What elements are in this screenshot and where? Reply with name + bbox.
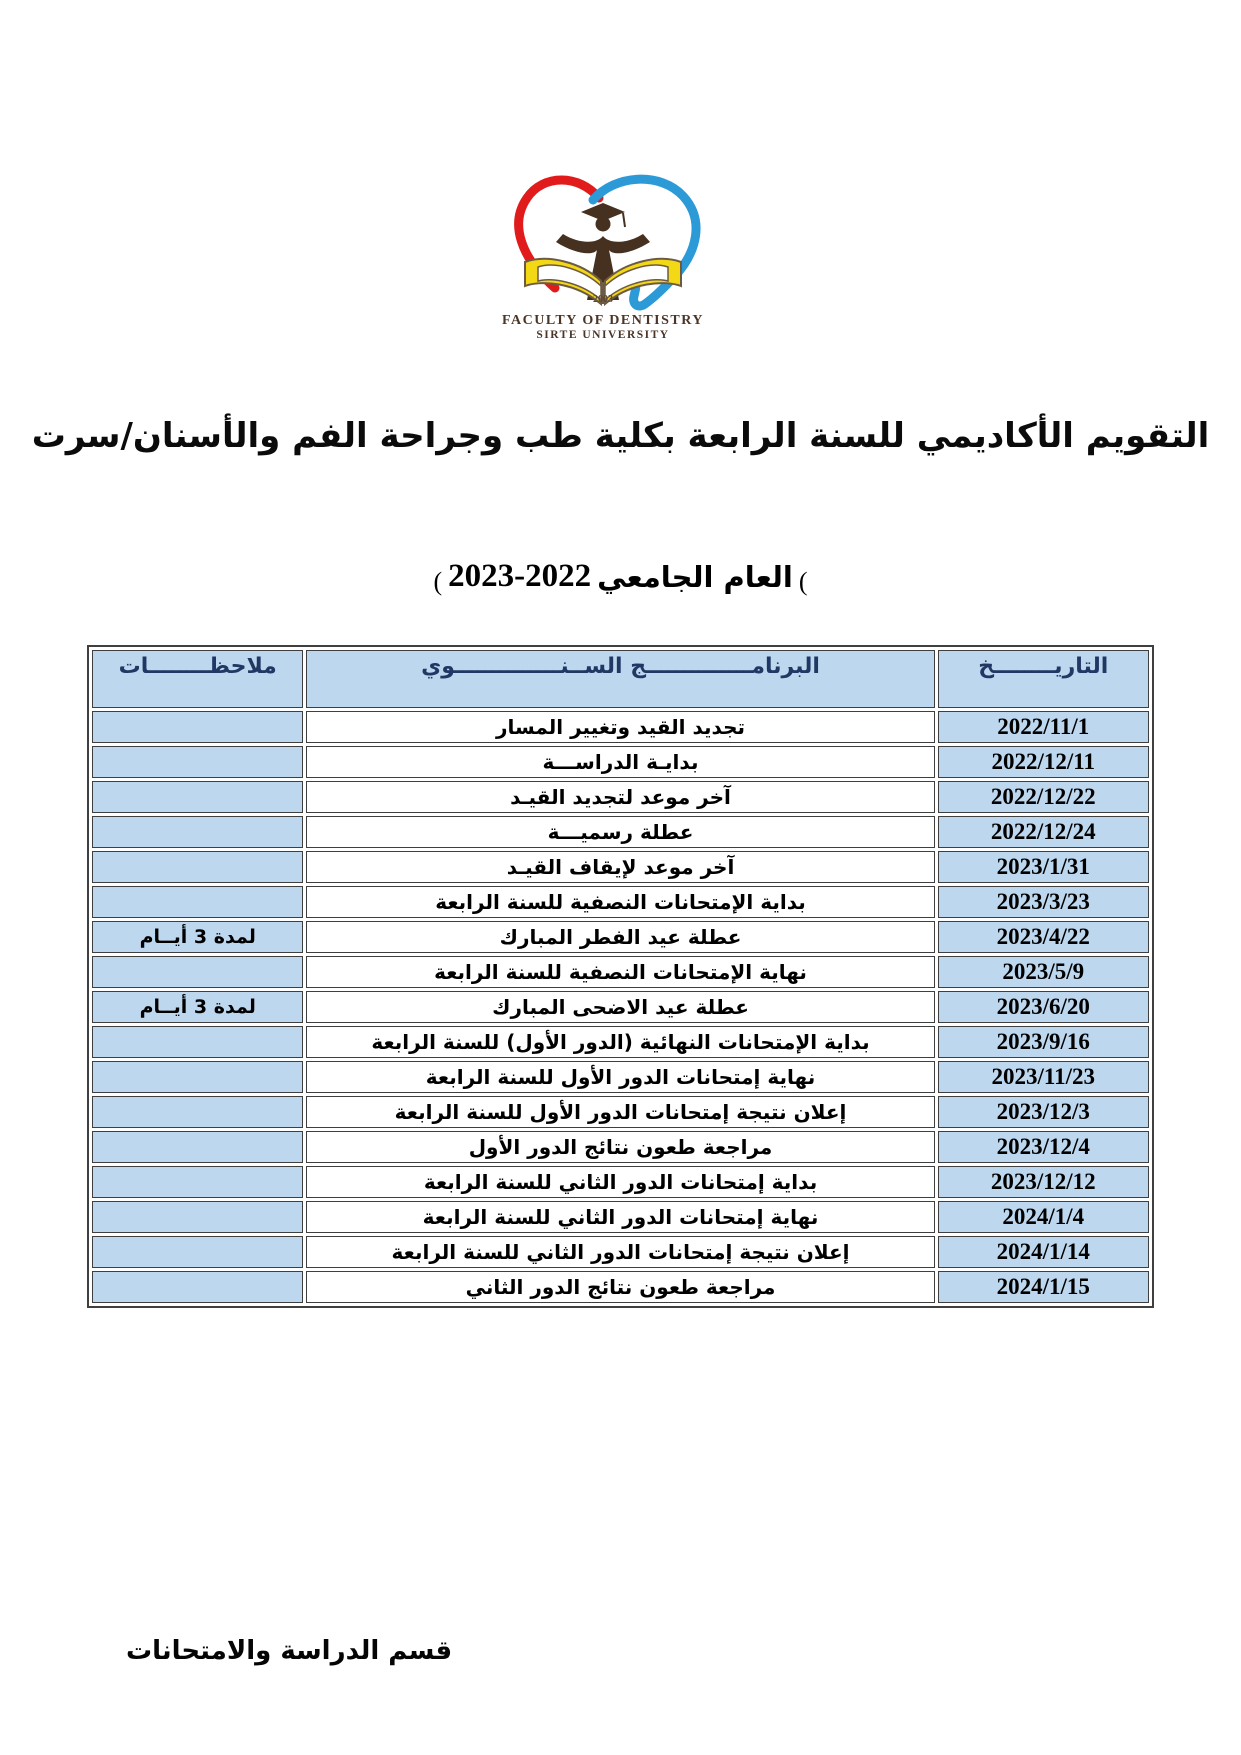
logo-arc-text: [443, 150, 449, 153]
notes-cell: لمدة 3 أيــام: [92, 921, 303, 953]
program-cell: آخر موعد لإيقاف القيـد: [306, 851, 934, 883]
date-column-header: التاريــــــــخ: [938, 650, 1149, 708]
date-cell: 2022/12/11: [938, 746, 1149, 778]
notes-cell: [92, 1131, 303, 1163]
date-cell: 2023/12/4: [938, 1131, 1149, 1163]
date-cell: 2022/12/22: [938, 781, 1149, 813]
table-header-row: [92, 650, 1149, 708]
notes-cell: [92, 816, 303, 848]
program-cell: عطلة عيد الفطر المبارك: [306, 921, 934, 953]
program-cell: نهاية الإمتحانات النصفية للسنة الرابعة: [306, 956, 934, 988]
date-cell: 2022/12/24: [938, 816, 1149, 848]
faculty-logo: [443, 150, 763, 342]
table-row: [92, 956, 1149, 988]
table-row: [92, 921, 1149, 953]
page-title: التقويم الأكاديمي للسنة الرابعة بكلية طب وجراحة الفم والأسنان/سرت: [31, 416, 1210, 456]
notes-cell: [92, 746, 303, 778]
date-cell: 2024/1/4: [938, 1201, 1149, 1233]
program-cell: بداية إمتحانات الدور الثاني للسنة الرابعة: [306, 1166, 934, 1198]
table-row: [92, 1166, 1149, 1198]
notes-cell: [92, 1096, 303, 1128]
program-cell: تجديد القيد وتغيير المسار: [306, 711, 934, 743]
academic-year-subtitle: [0, 558, 1241, 595]
faculty-logo-svg: [443, 150, 763, 342]
program-cell: عطلة رسميـــة: [306, 816, 934, 848]
program-cell: بداية الإمتحانات النهائية (الدور الأول) للسنة الرابعة: [306, 1026, 934, 1058]
department-footer: قسم الدراسة والامتحانات: [126, 1636, 453, 1666]
calendar-table: [87, 645, 1154, 1308]
table-row: [92, 886, 1149, 918]
program-cell: نهاية إمتحانات الدور الأول للسنة الرابعة: [306, 1061, 934, 1093]
subtitle-years: 2023-2022: [448, 558, 592, 594]
date-cell: 2023/12/12: [938, 1166, 1149, 1198]
logo-university-name: SIRTE UNIVERSITY: [536, 329, 670, 341]
notes-cell: [92, 1061, 303, 1093]
subtitle-open-paren: (: [433, 566, 443, 596]
subtitle-close-paren: (: [798, 566, 808, 596]
table-row: [92, 1096, 1149, 1128]
notes-cell: [92, 886, 303, 918]
program-cell: إعلان نتيجة إمتحانات الدور الثاني للسنة الرابعة: [306, 1236, 934, 1268]
program-cell: عطلة عيد الاضحى المبارك: [306, 991, 934, 1023]
date-cell: 2023/11/23: [938, 1061, 1149, 1093]
date-cell: 2024/1/14: [938, 1236, 1149, 1268]
program-cell: مراجعة طعون نتائج الدور الأول: [306, 1131, 934, 1163]
table-row: [92, 991, 1149, 1023]
notes-cell: [92, 1166, 303, 1198]
notes-cell: [92, 1271, 303, 1303]
table-row: [92, 1061, 1149, 1093]
notes-cell: [92, 1201, 303, 1233]
program-cell: آخر موعد لتجديد القيـد: [306, 781, 934, 813]
table-row: [92, 851, 1149, 883]
date-cell: 2022/11/1: [938, 711, 1149, 743]
notes-cell: لمدة 3 أيــام: [92, 991, 303, 1023]
date-cell: 2023/5/9: [938, 956, 1149, 988]
notes-cell: [92, 711, 303, 743]
notes-cell: [92, 1236, 303, 1268]
logo-year: 2003: [593, 294, 613, 305]
table-row: [92, 746, 1149, 778]
date-cell: 2023/9/16: [938, 1026, 1149, 1058]
notes-cell: [92, 956, 303, 988]
date-cell: 2023/6/20: [938, 991, 1149, 1023]
notes-column-header: ملاحظــــــــات: [92, 650, 303, 708]
program-column-header: البرنامــــــــــــــج الســنــــــــــــــوي: [306, 650, 934, 708]
table-row: [92, 1236, 1149, 1268]
date-cell: 2023/12/3: [938, 1096, 1149, 1128]
logo-faculty-name: FACULTY OF DENTISTRY: [502, 313, 704, 328]
notes-cell: [92, 781, 303, 813]
table-row: [92, 816, 1149, 848]
table-row: [92, 1131, 1149, 1163]
table-row: [92, 1201, 1149, 1233]
table-row: [92, 711, 1149, 743]
notes-cell: [92, 851, 303, 883]
program-cell: إعلان نتيجة إمتحانات الدور الأول للسنة الرابعة: [306, 1096, 934, 1128]
date-cell: 2023/4/22: [938, 921, 1149, 953]
table-row: [92, 1026, 1149, 1058]
subtitle-label: العام الجامعي: [597, 559, 793, 594]
date-cell: 2023/1/31: [938, 851, 1149, 883]
table-row: [92, 1271, 1149, 1303]
notes-cell: [92, 1026, 303, 1058]
table-row: [92, 781, 1149, 813]
program-cell: نهاية إمتحانات الدور الثاني للسنة الرابعة: [306, 1201, 934, 1233]
date-cell: 2024/1/15: [938, 1271, 1149, 1303]
date-cell: 2023/3/23: [938, 886, 1149, 918]
program-cell: مراجعة طعون نتائج الدور الثاني: [306, 1271, 934, 1303]
program-cell: بدايـة الدراســـة: [306, 746, 934, 778]
program-cell: بداية الإمتحانات النصفية للسنة الرابعة: [306, 886, 934, 918]
calendar-table-body: [92, 711, 1149, 1303]
